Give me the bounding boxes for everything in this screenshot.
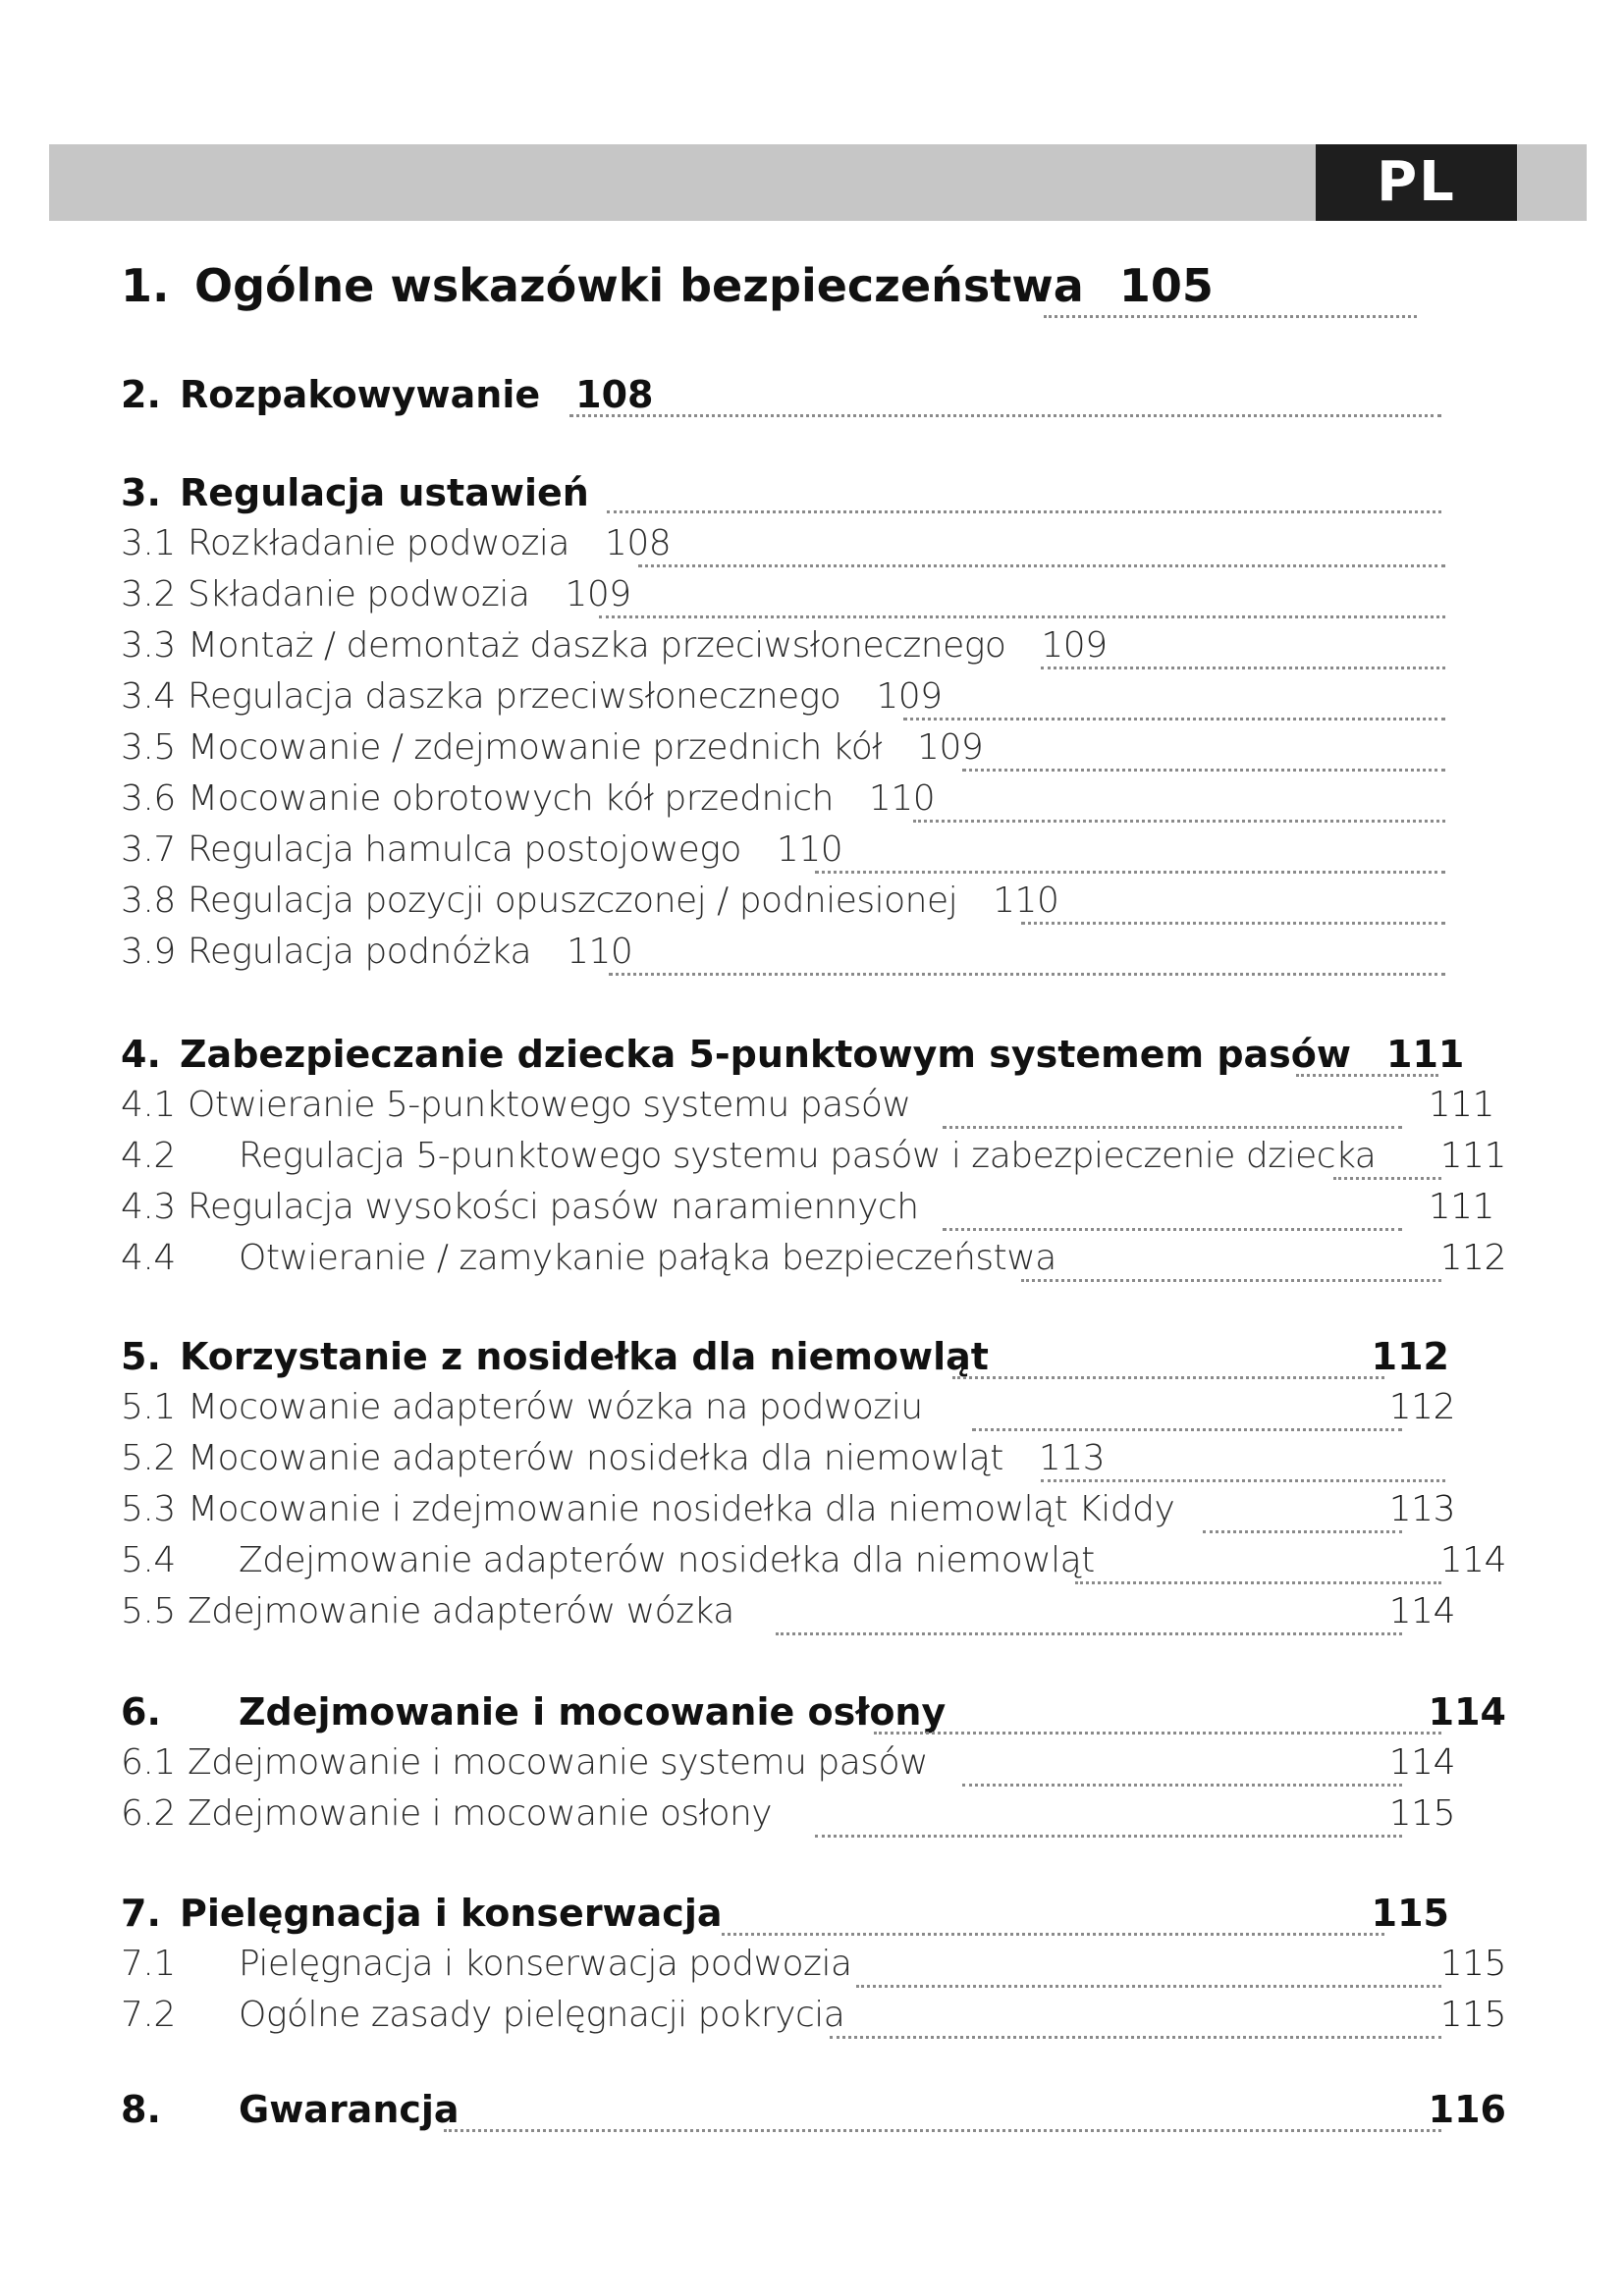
toc-item-4-2[interactable] [121,1136,1376,1176]
toc-label: Mocowanie obrotowych kół przednich [188,778,834,819]
toc-label: Mocowanie i zdejmowanie nosidełka dla niemowląt Kiddy [188,1489,1175,1529]
toc-item-3-3[interactable] [121,625,1108,666]
toc-page: 109 [876,676,943,717]
toc-label: Otwieranie / zamykanie pałąka bezpieczeństwa [239,1238,1056,1278]
toc-label: Zdejmowanie adapterów wózka [188,1591,734,1631]
toc-number: 3.2 [121,574,176,614]
toc-number: 6.2 [121,1793,176,1834]
toc-section-4[interactable] [121,1033,1464,1076]
toc-number: 6. [121,1690,161,1734]
toc-page: 115 [1439,1995,1506,2035]
toc-label: Zdejmowanie i mocowanie osłony [239,1690,947,1734]
dot-leader [962,769,1445,772]
toc-page: 109 [565,574,631,614]
toc-item-3-7[interactable] [121,829,842,870]
toc-page: 111 [1428,1187,1494,1227]
dot-leader [856,1985,1441,1988]
toc-label: Regulacja ustawień [180,471,589,514]
toc-number: 7.1 [121,1944,176,1984]
toc-page: 113 [1388,1489,1455,1529]
toc-number: 4.2 [121,1136,176,1176]
toc-label: Otwieranie 5-punktowego systemu pasów [188,1085,911,1125]
toc-number: 4.3 [121,1187,176,1227]
toc-item-4-1[interactable] [121,1085,910,1125]
toc-number: 7. [121,1892,161,1935]
toc-page: 111 [1428,1085,1494,1125]
dot-leader [952,1376,1384,1379]
toc-page: 114 [1428,1690,1506,1734]
dot-leader [638,564,1445,567]
dot-leader [1333,1177,1441,1180]
dot-leader [815,1835,1402,1838]
toc-label: Ogólne wskazówki bezpieczeństwa [194,259,1084,312]
toc-page: 110 [776,829,843,870]
toc-label: Regulacja pozycji opuszczonej / podniesionej [188,881,958,921]
toc-item-5-5[interactable] [121,1591,734,1631]
dot-leader [776,1632,1402,1635]
toc-number: 4.4 [121,1238,176,1278]
toc-number: 5. [121,1335,161,1378]
dot-leader [943,1126,1402,1129]
toc-item-3-6[interactable] [121,778,935,819]
toc-label: Mocowanie / zdejmowanie przednich kół [188,727,883,768]
dot-leader [1203,1530,1402,1533]
toc-section-5[interactable] [121,1335,989,1378]
toc-label: Regulacja daszka przeciwsłonecznego [188,676,841,717]
language-tab: PL [1316,144,1517,221]
toc-label: Składanie podwozia [188,574,530,614]
toc-label: Zdejmowanie i mocowanie systemu pasów [188,1742,928,1783]
toc-number: 2. [121,373,161,416]
toc-section-8[interactable] [121,2088,460,2131]
toc-section-2[interactable] [121,373,654,416]
toc-section-1[interactable] [121,259,1214,312]
toc-page: 115 [1388,1793,1455,1834]
toc-number: 5.4 [121,1540,176,1580]
toc-page: 110 [567,932,633,972]
toc-label: Zabezpieczanie dziecka 5-punktowym systemem pasów [180,1033,1352,1076]
dot-leader [874,1732,1441,1735]
toc-item-3-5[interactable] [121,727,983,768]
dot-leader [1041,1479,1445,1482]
toc-number: 3. [121,471,161,514]
toc-page: 111 [1386,1033,1465,1076]
toc-number: 1. [121,259,170,312]
dot-leader [722,1933,1384,1936]
toc-number: 3.5 [121,727,176,768]
toc-label: Regulacja podnóżka [188,932,532,972]
dot-leader [1044,315,1417,318]
toc-number: 5.1 [121,1387,176,1427]
dot-leader [815,871,1445,874]
toc-page: 112 [1371,1335,1449,1378]
toc-number: 7.2 [121,1995,176,2035]
toc-label: Ogólne zasady pielęgnacji pokrycia [239,1995,845,2035]
dot-leader [1021,1279,1441,1282]
toc-label: Rozpakowywanie [180,373,541,416]
toc-item-3-1[interactable] [121,523,671,563]
toc-label: Zdejmowanie i mocowanie osłony [188,1793,773,1834]
toc-label: Gwarancja [239,2088,460,2131]
dot-leader [599,615,1445,618]
toc-item-5-2[interactable] [121,1438,1105,1478]
toc-item-3-4[interactable] [121,676,943,717]
toc-item-3-9[interactable] [121,932,632,972]
toc-item-5-4[interactable] [121,1540,1095,1580]
dot-leader [830,2036,1441,2039]
toc-item-6-2[interactable] [121,1793,772,1834]
toc-number: 4.1 [121,1085,176,1125]
toc-number: 5.3 [121,1489,176,1529]
toc-item-3-8[interactable] [121,881,1058,921]
toc-item-3-2[interactable] [121,574,631,614]
toc-page: 110 [993,881,1059,921]
dot-leader [569,414,1441,417]
toc-item-5-1[interactable] [121,1387,923,1427]
toc-item-6-1[interactable] [121,1742,928,1783]
toc-number: 3.9 [121,932,176,972]
toc-item-5-3[interactable] [121,1489,1174,1529]
toc-number: 6.1 [121,1742,176,1783]
toc-page: 114 [1388,1591,1455,1631]
toc-label: Regulacja hamulca postojowego [188,829,741,870]
dot-leader [972,1428,1402,1431]
toc-number: 3.7 [121,829,176,870]
dot-leader [962,1784,1402,1787]
toc-page: 113 [1038,1438,1106,1478]
toc-number: 3.3 [121,625,176,666]
toc-number: 3.8 [121,881,176,921]
dot-leader [609,973,1445,976]
toc-page: 108 [604,523,672,563]
toc-label: Regulacja wysokości pasów naramiennych [188,1187,919,1227]
toc-item-4-3[interactable] [121,1187,919,1227]
toc-number: 8. [121,2088,161,2131]
toc-page: 114 [1388,1742,1455,1783]
toc-page: 111 [1439,1136,1506,1176]
toc-page: 115 [1439,1944,1506,1984]
toc-number: 3.4 [121,676,176,717]
toc-page: 109 [917,727,984,768]
toc-item-4-4[interactable] [121,1238,1056,1278]
dot-leader [444,2129,1441,2132]
dot-leader [1021,922,1445,925]
toc-page: 109 [1041,625,1108,666]
toc-label: Rozkładanie podwozia [188,523,569,563]
toc-section-6[interactable] [121,1690,946,1734]
toc-number: 4. [121,1033,161,1076]
toc-number: 5.5 [121,1591,176,1631]
dot-leader [913,820,1445,823]
toc-number: 3.6 [121,778,176,819]
toc-label: Mocowanie adapterów wózka na podwoziu [188,1387,923,1427]
toc-item-7-2[interactable] [121,1995,844,2035]
toc-page: 112 [1439,1238,1506,1278]
toc-label: Pielęgnacja i konserwacja [180,1892,723,1935]
toc-label: Zdejmowanie adapterów nosidełka dla niemowląt [239,1540,1095,1580]
dot-leader [1041,667,1445,669]
dot-leader [943,1228,1402,1231]
toc-page: 116 [1428,2088,1506,2131]
dot-leader [1296,1074,1438,1077]
toc-number: 3.1 [121,523,176,563]
toc-item-7-1[interactable] [121,1944,852,1984]
toc-page: 105 [1118,259,1214,312]
toc-section-7[interactable] [121,1892,723,1935]
toc-page: 108 [575,373,654,416]
toc-label: Mocowanie adapterów nosidełka dla niemowląt [188,1438,1003,1478]
toc-label: Regulacja 5-punktowego systemu pasów i zabezpieczenie dziecka [239,1136,1377,1176]
toc-page: 115 [1371,1892,1449,1935]
toc-section-3[interactable] [121,471,589,514]
dot-leader [903,718,1445,721]
dot-leader [607,510,1441,513]
toc-number: 5.2 [121,1438,176,1478]
toc-page: 114 [1439,1540,1506,1580]
toc-label: Montaż / demontaż daszka przeciwsłonecznego [188,625,1006,666]
toc-label: Korzystanie z nosidełka dla niemowląt [180,1335,989,1378]
toc-label: Pielęgnacja i konserwacja podwozia [239,1944,852,1984]
toc-page: 112 [1388,1387,1455,1427]
toc-page: 110 [868,778,936,819]
dot-leader [1075,1581,1441,1584]
